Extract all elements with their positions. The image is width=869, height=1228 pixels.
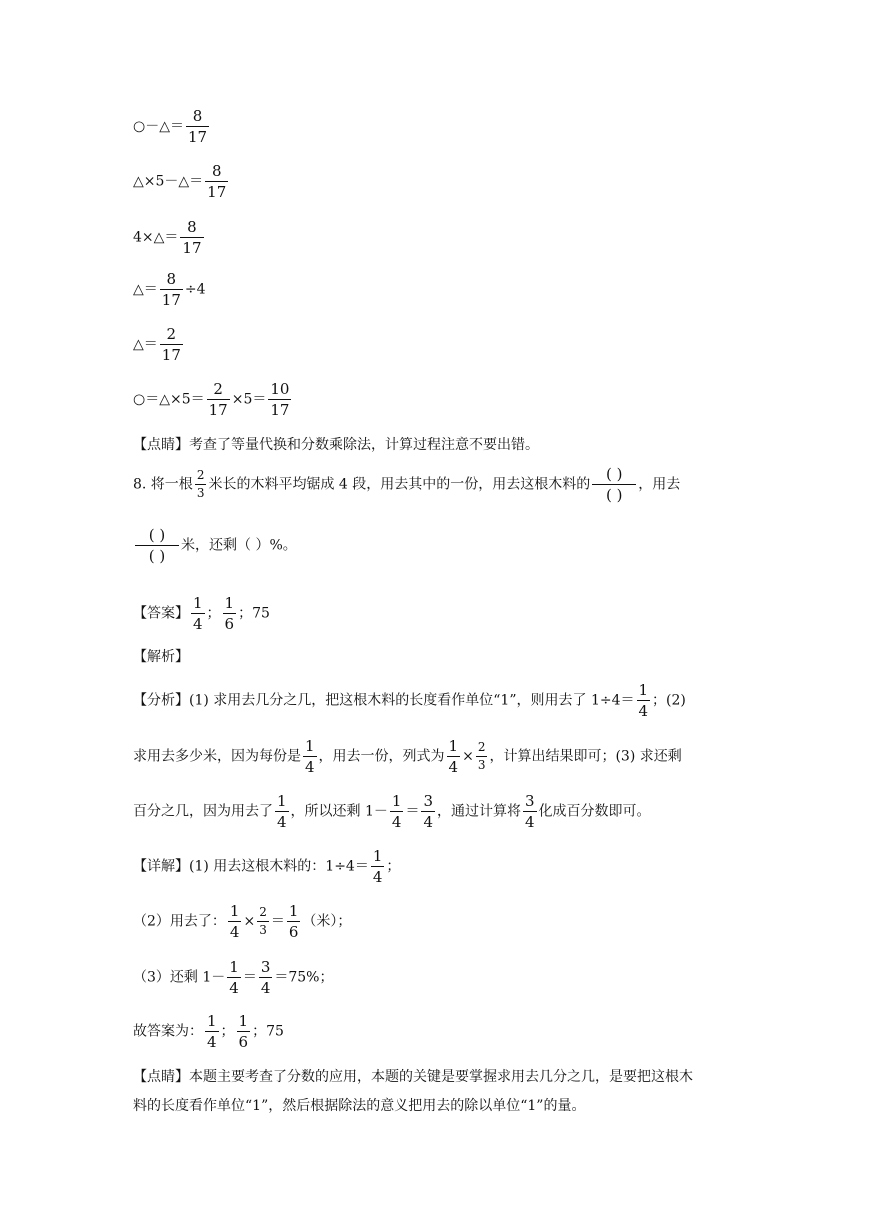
- detail-text: （2）用去了：: [133, 913, 226, 930]
- jiexi-label: 【解析】: [133, 649, 189, 665]
- detail-text: 【详解】(1) 用去这根木料的：1÷4＝: [133, 858, 369, 875]
- fraction: $\frac{2}{3}$: [196, 468, 205, 500]
- analysis-text: 【分析】(1) 求用去几分之几，把这根木料的长度看作单位“1”，则用去了 1÷4＝: [133, 692, 635, 709]
- question-8-line-1: [133, 466, 680, 503]
- fraction: $\frac{8}{17}$: [187, 107, 208, 146]
- detail-line-3: [133, 959, 333, 996]
- analysis-text: 百分之几，因为用去了: [133, 803, 273, 820]
- eq-text: △×5－△＝: [133, 173, 204, 190]
- sep: ；75: [238, 605, 270, 622]
- fraction: $\frac{1}{4}$: [207, 1012, 217, 1051]
- final-answer-line: [133, 1013, 284, 1050]
- eq-text: 4×△＝: [133, 229, 179, 246]
- fraction: $\frac{1}{6}$: [238, 1012, 249, 1051]
- fraction: $\frac{1}{4}$: [448, 737, 459, 776]
- analysis-text: ×: [462, 748, 474, 765]
- detail-text: ×: [243, 913, 256, 930]
- q8-text: 米长的木料平均锯成 4 段，用去其中的一份，用去这根木料的: [208, 476, 591, 493]
- analysis-text: ，计算出结果即可；(3) 求还剩: [489, 748, 682, 765]
- fraction: $\frac{2}{3}$: [477, 740, 486, 772]
- fraction: $\frac{1}{4}$: [277, 792, 287, 831]
- answer-line: [133, 595, 270, 632]
- answer-label: 【答案】: [133, 605, 189, 622]
- fraction: $\frac{8}{17}$: [161, 270, 181, 309]
- dianjing-note-2-line-1: 【点睛】本题主要考查了分数的应用，本题的关键是要掌握求用去几分之几，是要把这根木: [133, 1069, 693, 1085]
- fraction: $\frac{1}{6}$: [224, 594, 235, 633]
- detail-text: （米）；: [302, 913, 352, 930]
- analysis-text: 求用去多少米，因为每份是: [133, 748, 301, 765]
- final-text: 故答案为：: [133, 1023, 203, 1040]
- analysis-line-2: [133, 738, 682, 775]
- sep: ；: [220, 1023, 235, 1040]
- equation-line-6: [133, 381, 293, 418]
- detail-line-2: [133, 903, 351, 940]
- eq-text: △＝: [133, 281, 158, 298]
- detail-line-1: [133, 848, 400, 885]
- fraction: $\frac{8}{17}$: [182, 218, 202, 257]
- analysis-text: ，通过计算将: [437, 803, 521, 820]
- analysis-text: 化成百分数即可。: [538, 803, 651, 820]
- eq-text: ×5＝: [231, 391, 267, 408]
- dianjing-note-2-line-2: 料的长度看作单位“1”，然后根据除法的意义把用去的除以单位“1”的量。: [133, 1098, 586, 1114]
- fraction: $\frac{2}{17}$: [208, 380, 228, 419]
- fraction: $\frac{3}{4}$: [525, 792, 535, 831]
- equation-line-3: [133, 219, 206, 256]
- fraction: $\frac{1}{4}$: [193, 594, 203, 633]
- answer-blank-fraction[interactable]: $\frac{( )}{( )}$: [592, 466, 636, 503]
- fraction: $\frac{1}{4}$: [372, 847, 383, 886]
- dianjing-note-1: 【点睛】考查了等量代换和分数乘除法，计算过程注意不要出错。: [133, 437, 539, 453]
- analysis-text: ，所以还剩 1－: [290, 803, 388, 820]
- equation-line-5: [133, 326, 185, 363]
- equation-line-1: [133, 108, 211, 145]
- fraction: $\frac{3}{4}$: [423, 792, 433, 831]
- eq-text: ○－△＝: [133, 118, 184, 135]
- fraction: $\frac{10}{17}$: [270, 380, 290, 419]
- detail-text: （3）还剩 1－: [133, 969, 226, 986]
- fraction: $\frac{2}{17}$: [161, 325, 181, 364]
- question-8-line-2: [133, 527, 297, 564]
- fraction: $\frac{1}{6}$: [288, 902, 299, 941]
- detail-text: ＝75%；: [274, 969, 334, 986]
- q8-text: 8. 将一根: [133, 476, 193, 493]
- eq-text: △＝: [133, 336, 158, 353]
- analysis-line-1: [133, 682, 686, 719]
- fraction: $\frac{1}{4}$: [229, 958, 239, 997]
- detail-text: ＝: [270, 913, 285, 930]
- analysis-line-3: [133, 793, 651, 830]
- fraction: $\frac{1}{4}$: [305, 737, 315, 776]
- detail-text: ＝: [242, 969, 257, 986]
- equation-line-4: [133, 271, 206, 308]
- eq-text: ○＝△×5＝: [133, 391, 205, 408]
- q8-text: 米，还剩（ ）%。: [181, 537, 297, 554]
- analysis-text: ，用去一份，列式为: [318, 748, 445, 765]
- fraction: $\frac{2}{3}$: [259, 905, 267, 937]
- fraction: $\frac{1}{4}$: [638, 681, 649, 720]
- fraction: $\frac{3}{4}$: [260, 958, 271, 997]
- sep: ；75: [252, 1023, 284, 1040]
- detail-text: ；: [386, 858, 401, 875]
- q8-text: ，用去: [638, 476, 681, 493]
- answer-blank-fraction[interactable]: $\frac{( )}{( )}$: [135, 527, 179, 564]
- equation-line-2: [133, 163, 230, 200]
- analysis-text: ；(2): [652, 692, 686, 709]
- sep: ；: [206, 605, 221, 622]
- eq-text: ÷4: [184, 281, 206, 298]
- fraction: $\frac{1}{4}$: [391, 792, 402, 831]
- fraction: $\frac{8}{17}$: [207, 162, 227, 201]
- analysis-text: ＝: [405, 803, 420, 820]
- fraction: $\frac{1}{4}$: [229, 902, 240, 941]
